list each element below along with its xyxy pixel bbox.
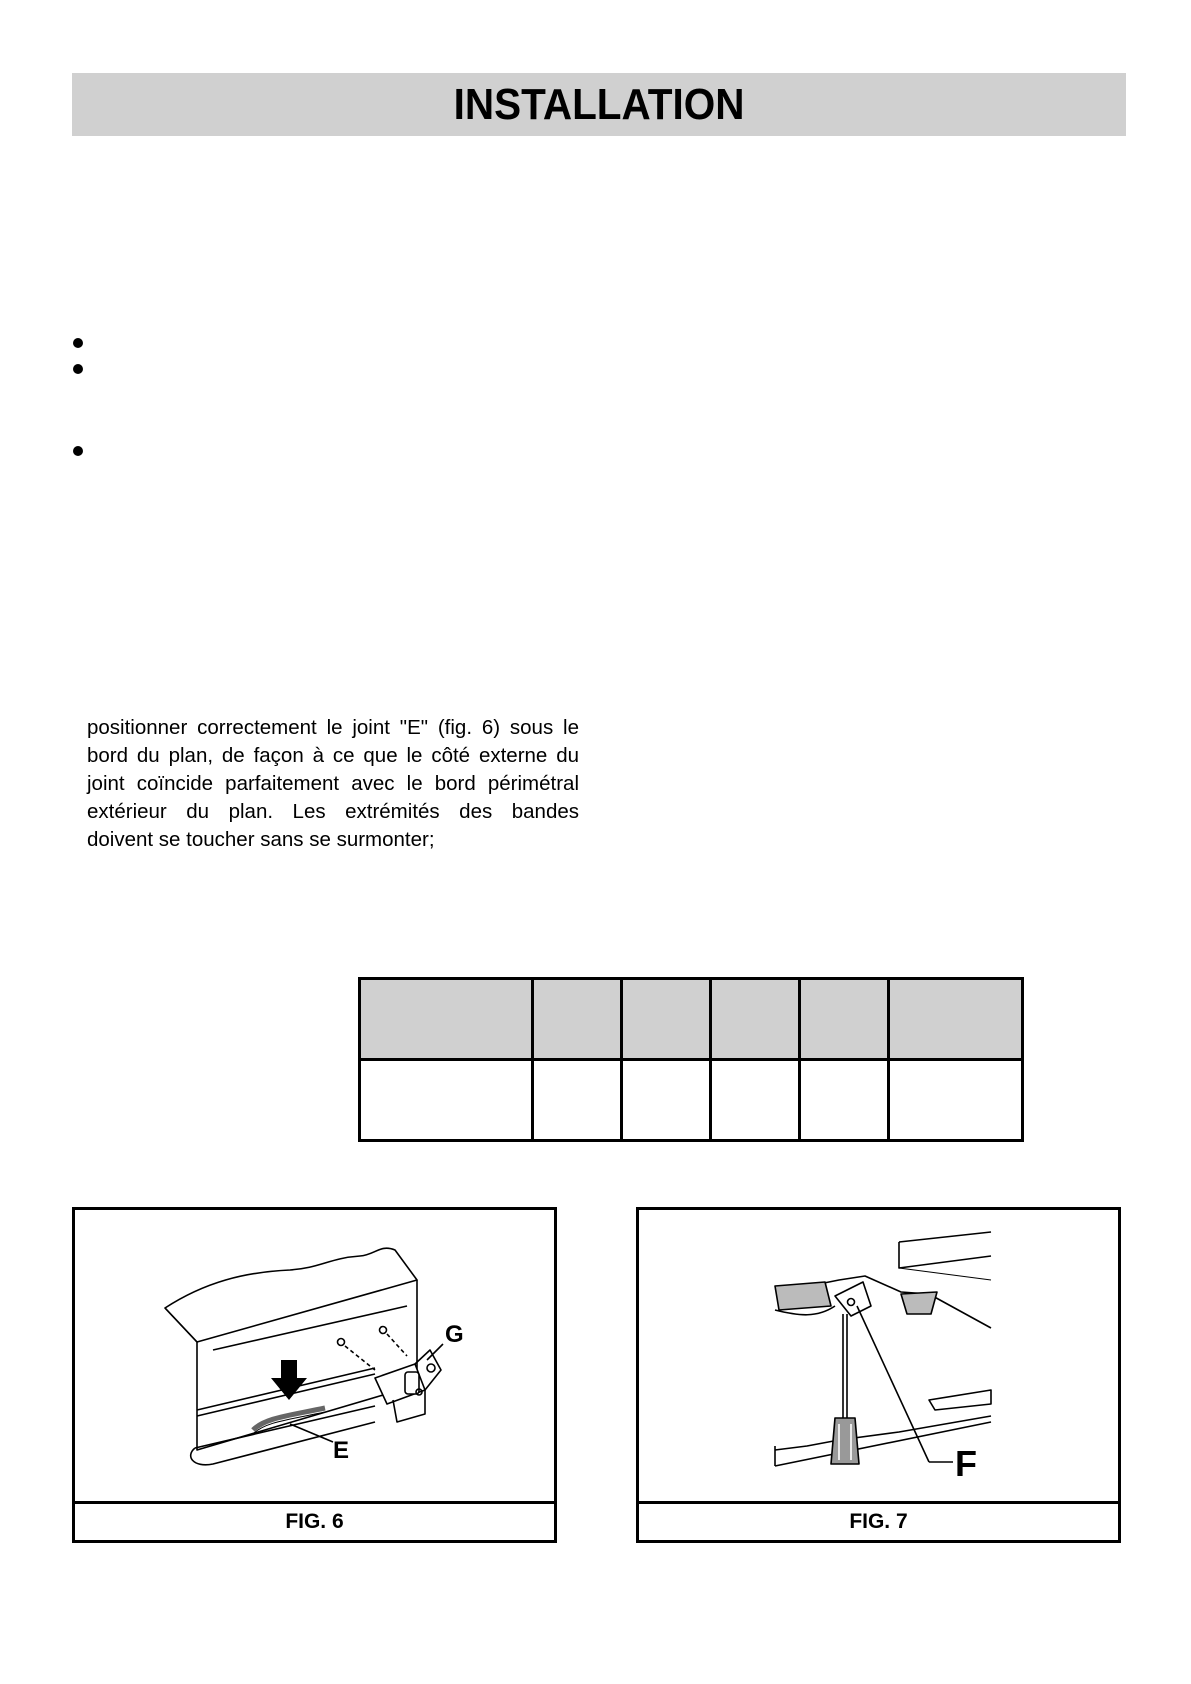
table-cell [889,1060,1023,1141]
table-header-row [360,979,1023,1060]
label-e: E [333,1437,350,1464]
seal-installation-illustration [75,1210,554,1504]
table-cell [533,1060,622,1141]
table-cell [360,979,533,1060]
table-cell [800,1060,889,1141]
page-title: INSTALLATION [453,79,745,129]
bullet-dot [73,446,83,456]
section-header [72,73,1126,136]
paragraph-line: extérieur du plan. Les extrémités des bandes [87,800,579,823]
label-f: F [955,1443,977,1484]
table-cell [889,979,1023,1060]
table-cell [800,979,889,1060]
instruction-paragraph [87,714,579,854]
down-arrow-icon [271,1360,307,1400]
table-cell [622,979,711,1060]
paragraph-line: doivent se toucher sans se surmonter; [87,828,435,851]
table-row [360,1060,1023,1141]
dimensions-table [358,977,1024,1142]
bullet-dot [73,338,83,348]
bullet-dot [73,364,83,374]
paragraph-line: bord du plan, de façon à ce que le côté externe du [87,744,579,767]
figure-7 [636,1207,1121,1543]
label-g: G [445,1321,464,1348]
figure-6 [72,1207,557,1543]
screwdriver-fixing-illustration [639,1210,1118,1504]
table-cell [711,979,800,1060]
table-cell [360,1060,533,1141]
table-cell [533,979,622,1060]
paragraph-line: joint coïncide parfaitement avec le bord périmétral [87,772,579,795]
paragraph-line: positionner correctement le joint "E" (fig. 6) sous le [87,716,579,739]
figure-caption: FIG. 7 [639,1501,1118,1540]
table-cell [622,1060,711,1141]
figure-caption: FIG. 6 [75,1501,554,1540]
table-cell [711,1060,800,1141]
